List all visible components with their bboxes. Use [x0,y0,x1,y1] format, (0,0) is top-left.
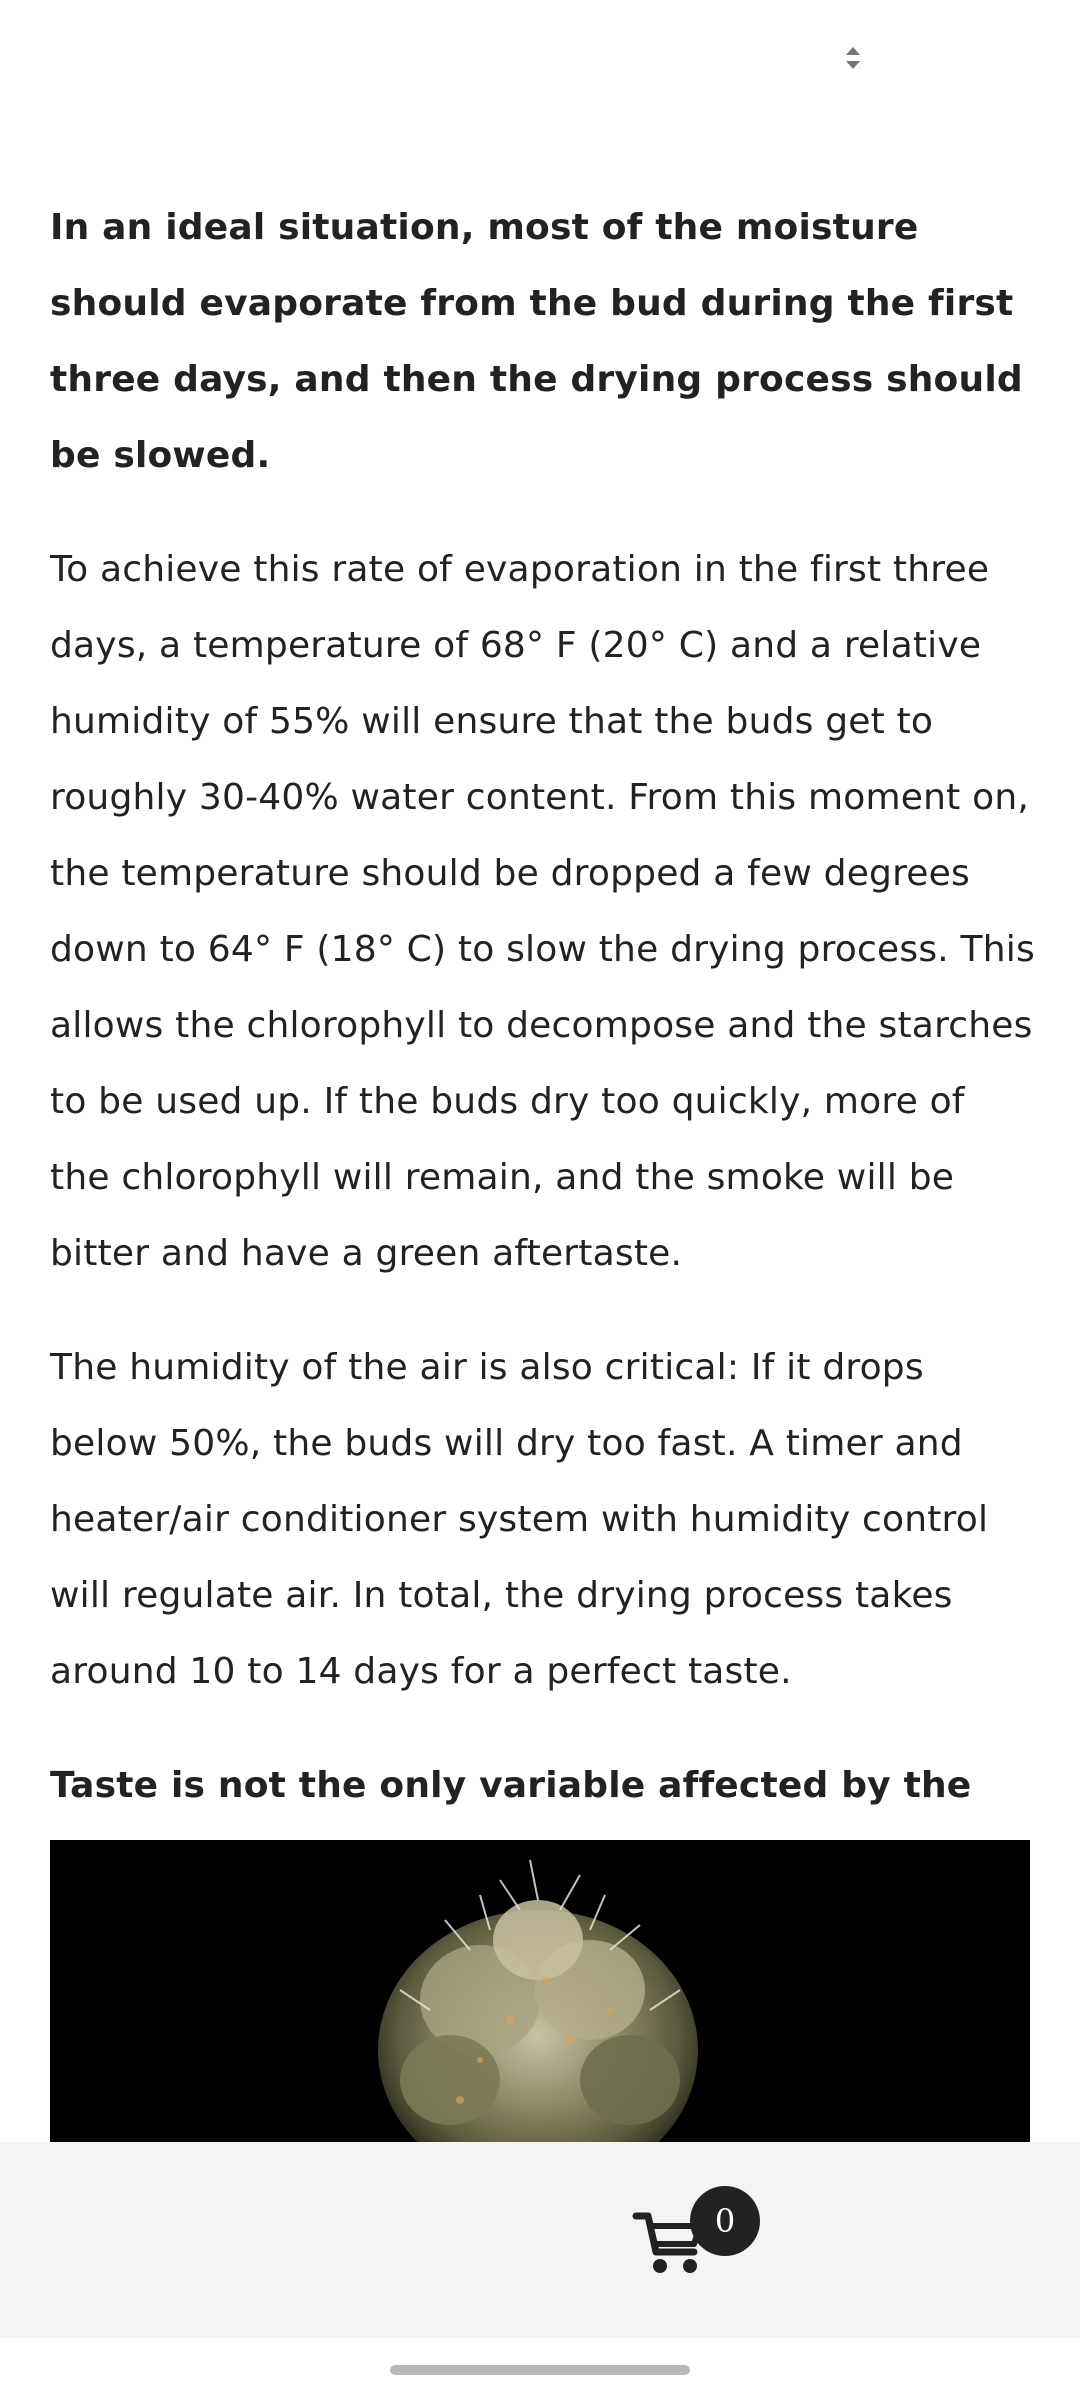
article-paragraph: The humidity of the air is also critical: If it drops below 50%, the buds will dry too fast. A timer and heater/air conditioner system with humidity control will regulate air. In total, the drying process takes around 10 to 14 days for a perfect taste. [50,1347,989,1692]
sort-updown-icon[interactable] [844,44,862,72]
bottom-bar [0,2142,1080,2338]
cart-count-badge: 0 [690,2186,760,2256]
cart-button[interactable] [632,2186,762,2296]
article-paragraph: Taste is not the only variable affected by the [50,1765,972,1806]
article-paragraph: To achieve this rate of evaporation in the first three days, a temperature of 68° F (20° C) and a relative humidity of 55% will ensure that the buds get to roughly 30-40% water content. From this moment on, the temperature should be dropped a few degrees down to 64° F (18° C) to slow the drying process. This allows the chlorophyll to decompose and the starches to be used up. If the buds dry too quickly, more of the chlorophyll will remain, and the smoke will be bitter and have a green aftertaste. [50,549,1035,1274]
article-body [50,190,1035,1938]
cannabis-bud-image [50,1840,1030,2150]
home-indicator[interactable] [390,2365,690,2375]
bud-illustration [50,1840,1030,2150]
article-paragraph: In an ideal situation, most of the moisture should evaporate from the bud during the first three days, and then the drying process should be slowed. [50,207,1023,476]
top-bar [0,0,1080,120]
